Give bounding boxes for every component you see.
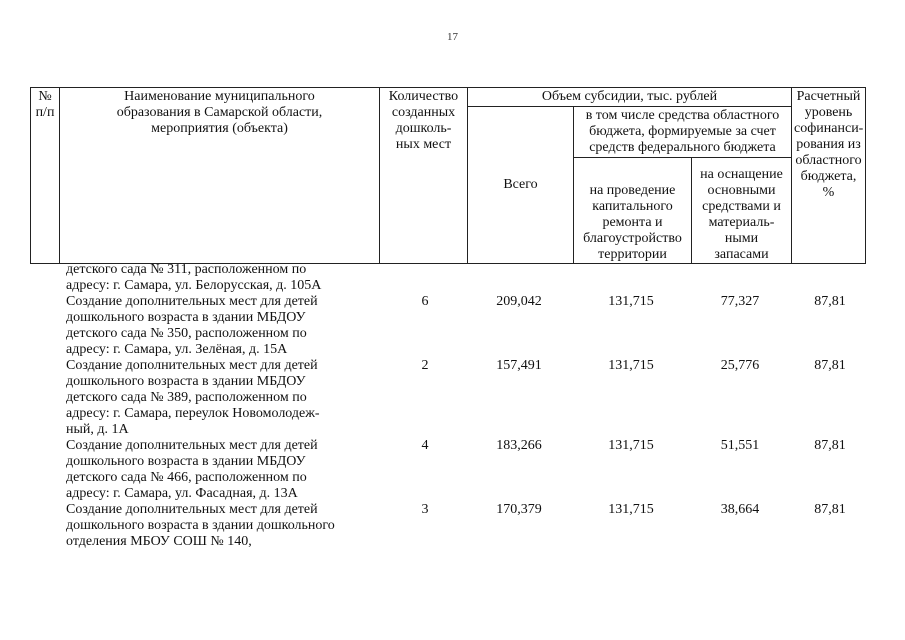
row-total: 170,379	[496, 502, 542, 517]
header-col-rate: Расчетный уровень софинанси- рования из областного бюджета, %	[792, 88, 866, 264]
table-row	[0, 502, 905, 550]
row-total: 157,491	[496, 358, 542, 373]
row-quantity: 6	[421, 294, 429, 309]
header-col-federal: в том числе средства областного бюджета, формируемые за счет средств федерального бюджета	[574, 107, 792, 158]
header-col-equipment: на оснащение основными средствами и материаль- ными запасами	[692, 158, 792, 264]
table-row	[0, 262, 905, 294]
row-capital-repair: 131,715	[608, 358, 654, 373]
row-equipment: 25,776	[720, 358, 760, 373]
table-row	[0, 438, 905, 502]
row-rate: 87,81	[814, 358, 846, 373]
header-col-name: Наименование муниципального образования в Самарской области, мероприятия (объекта)	[60, 88, 380, 264]
table-header	[30, 87, 866, 264]
row-name: Создание дополнительных мест для детей дошкольного возраста в здании дошкольного отделения МБОУ СОШ № 140,	[66, 502, 335, 549]
header-col-total: Всего	[468, 107, 574, 264]
header-col-quantity: Количество созданных дошколь- ных мест	[380, 88, 468, 264]
table-row	[0, 294, 905, 358]
row-capital-repair: 131,715	[608, 502, 654, 517]
row-name: Создание дополнительных мест для детей дошкольного возраста в здании МБДОУ детского сада № 389, расположенном по адресу: г. Самара, переулок Новомолодеж- ный, д. 1А	[66, 358, 320, 437]
header-col-capital-repair: на проведение капитального ремонта и благоустройство территории	[574, 158, 692, 264]
row-equipment: 38,664	[720, 502, 760, 517]
row-total: 209,042	[496, 294, 542, 309]
row-name: Создание дополнительных мест для детей дошкольного возраста в здании МБДОУ детского сада № 350, расположенном по адресу: г. Самара, ул. Зелёная, д. 15А	[66, 294, 318, 357]
row-name: Создание дополнительных мест для детей дошкольного возраста в здании МБДОУ детского сада № 466, расположенном по адресу: г. Самара, ул. Фасадная, д. 13А	[66, 438, 318, 501]
table-body	[0, 262, 905, 550]
row-quantity: 4	[421, 438, 429, 453]
row-quantity: 3	[421, 502, 429, 517]
row-name: детского сада № 311, расположенном по адресу: г. Самара, ул. Белорусская, д. 105А	[66, 262, 322, 293]
row-rate: 87,81	[814, 438, 846, 453]
row-rate: 87,81	[814, 294, 846, 309]
page-number: 17	[447, 31, 458, 43]
row-capital-repair: 131,715	[608, 294, 654, 309]
header-col-subsidy: Объем субсидии, тыс. рублей	[468, 88, 792, 107]
row-equipment: 77,327	[720, 294, 760, 309]
row-rate: 87,81	[814, 502, 846, 517]
row-quantity: 2	[421, 358, 429, 373]
row-total: 183,266	[496, 438, 542, 453]
row-capital-repair: 131,715	[608, 438, 654, 453]
table-row	[0, 358, 905, 438]
header-col-number: № п/п	[31, 88, 60, 264]
row-equipment: 51,551	[720, 438, 760, 453]
